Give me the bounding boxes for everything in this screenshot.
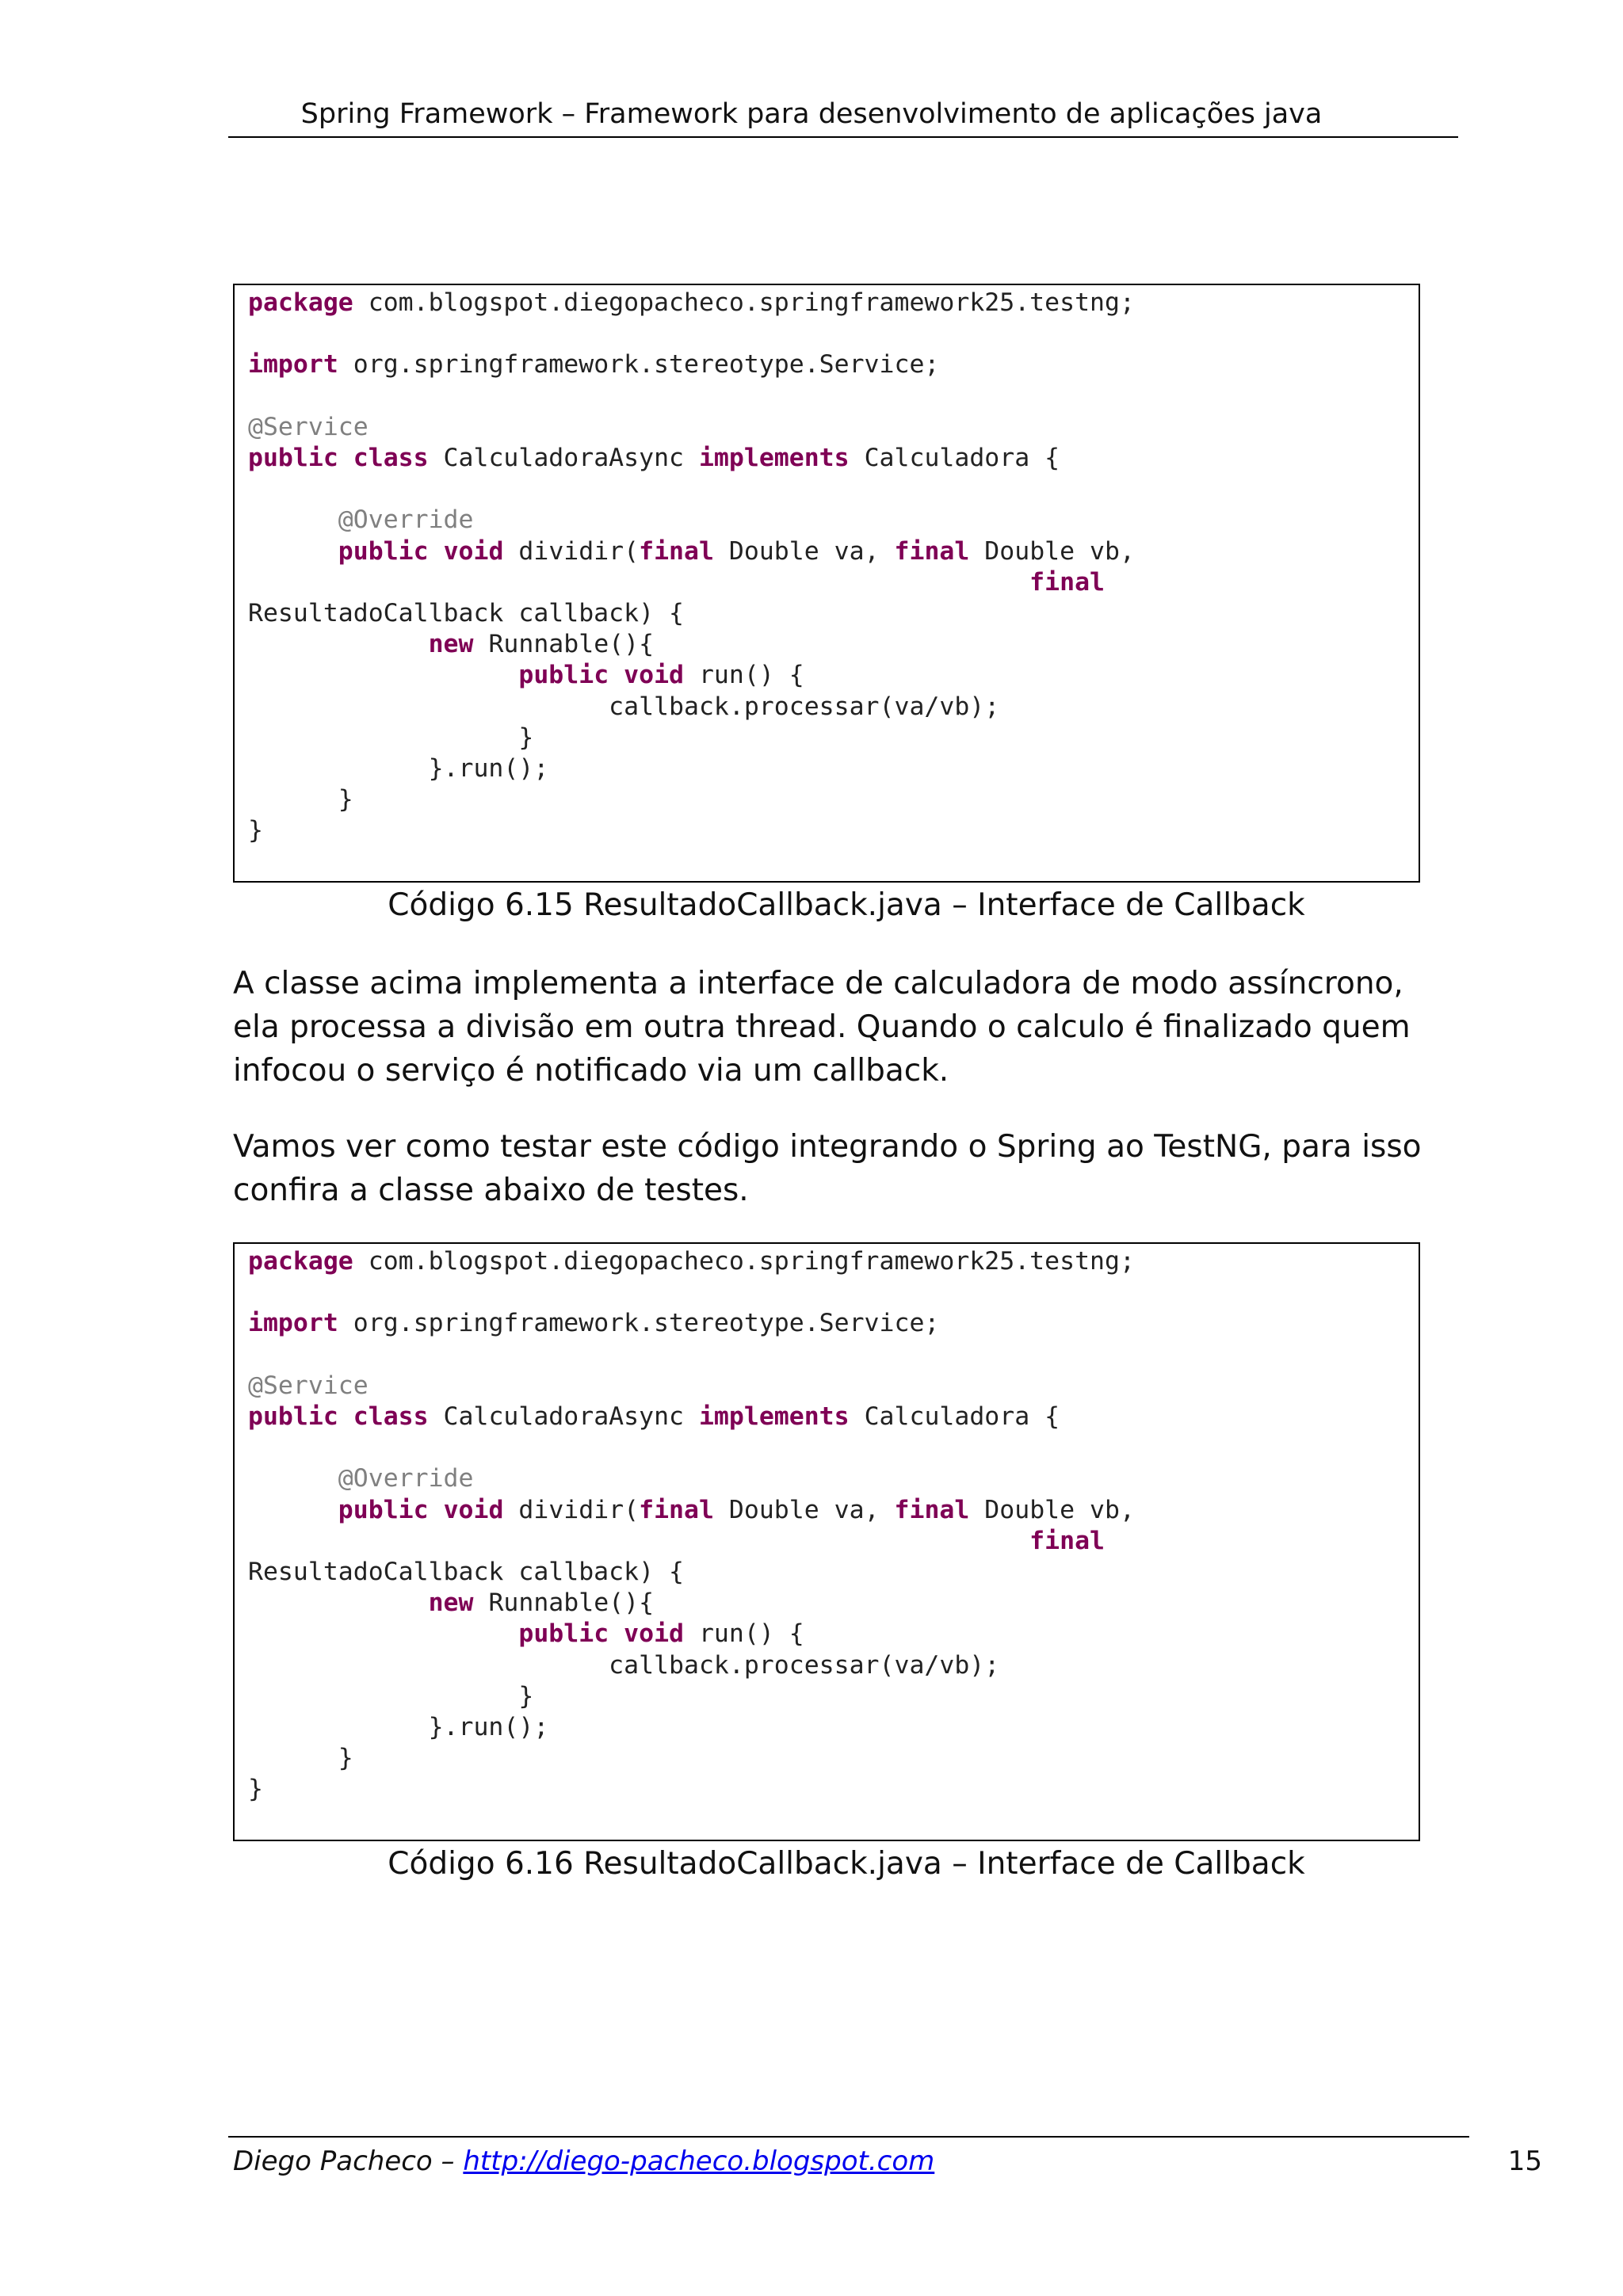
keyword: package [248, 288, 353, 317]
code-text: Double vb, [969, 1495, 1135, 1524]
keyword: class [353, 1402, 429, 1432]
code-text: CalculadoraAsync [428, 444, 699, 473]
code-text: callback.processar(va/vb); [609, 692, 1000, 721]
code-text: org.springframework.stereotype.Service; [338, 350, 940, 379]
code-text: Runnable(){ [473, 1589, 655, 1618]
keyword: final [894, 1495, 970, 1524]
code-text: Runnable(){ [473, 630, 655, 659]
keyword: final [1029, 1526, 1105, 1555]
keyword: package [248, 1247, 353, 1276]
footer-rule [228, 2136, 1469, 2138]
code-text: ResultadoCallback callback) { [248, 1558, 684, 1587]
code-text: CalculadoraAsync [428, 1402, 699, 1432]
footer-author [233, 2144, 934, 2179]
header-title: Spring Framework – Framework para desenvolvimento de aplicações java [300, 98, 1323, 130]
code-text: Double va, [713, 536, 895, 566]
keyword: class [353, 444, 429, 473]
annotation: @Service [248, 412, 369, 441]
keyword: final [639, 536, 714, 566]
body-paragraph-1: A classe acima implementa a interface de calculadora de modo assíncrono, ela processa a divisão em outra thread. Quando o calculo é finalizado quem infocou o serviço é notificado via um callback. [233, 966, 1411, 1089]
keyword: void [443, 536, 504, 566]
annotation: @Service [248, 1371, 369, 1400]
blog-link[interactable]: http://diego-pacheco.blogspot.com [463, 2145, 935, 2177]
code-block-2 [233, 1242, 1420, 1841]
keyword: final [894, 536, 970, 566]
keyword: void [624, 661, 684, 690]
keyword: import [248, 350, 338, 379]
code-text: } [248, 816, 263, 845]
code-text: } [248, 1775, 263, 1804]
code-text: } [518, 723, 534, 752]
keyword: implements [698, 1402, 850, 1432]
body-paragraph-2: Vamos ver como testar este código integrando o Spring ao TestNG, para isso confira a classe abaixo de testes. [233, 1129, 1422, 1208]
keyword: final [639, 1495, 714, 1524]
code-text: Double va, [713, 1495, 895, 1524]
header-rule [228, 136, 1458, 138]
keyword: final [1029, 567, 1105, 597]
code-text: ResultadoCallback callback) { [248, 599, 684, 628]
code-text: run() { [684, 661, 804, 690]
annotation: @Override [338, 1464, 474, 1493]
keyword: new [428, 630, 474, 659]
annotation: @Override [338, 505, 474, 535]
code-listing [248, 1246, 1135, 1806]
keyword: public [518, 1619, 609, 1649]
keyword: public [338, 536, 429, 566]
code-text: }.run(); [428, 1713, 549, 1742]
keyword: public [338, 1495, 429, 1524]
code-text: } [518, 1681, 534, 1711]
code-text: com.blogspot.diegopacheco.springframework25.testng; [353, 288, 1135, 317]
code-text: dividir( [503, 536, 640, 566]
keyword: void [443, 1495, 504, 1524]
keyword: void [624, 1619, 684, 1649]
keyword: import [248, 1309, 338, 1338]
code-text: run() { [684, 1619, 804, 1649]
code-block-1 [233, 284, 1420, 883]
code-text: }.run(); [428, 754, 549, 784]
code-caption-2: Código 6.16 ResultadoCallback.java – Interface de Callback [388, 1846, 1305, 1882]
code-text: dividir( [503, 1495, 640, 1524]
code-text: callback.processar(va/vb); [609, 1650, 1000, 1680]
author-name: Diego Pacheco – [233, 2145, 464, 2177]
keyword: public [248, 444, 338, 473]
code-text: Double vb, [969, 536, 1135, 566]
keyword: public [518, 661, 609, 690]
code-text: } [338, 1744, 353, 1773]
page-number: 15 [1507, 2145, 1542, 2177]
keyword: public [248, 1402, 338, 1432]
code-text: com.blogspot.diegopacheco.springframework25.testng; [353, 1247, 1135, 1276]
code-text: } [338, 785, 353, 814]
code-text: org.springframework.stereotype.Service; [338, 1309, 940, 1338]
code-listing [248, 288, 1135, 847]
code-caption-1: Código 6.15 ResultadoCallback.java – Interface de Callback [388, 887, 1305, 923]
code-text: Calculadora { [849, 1402, 1060, 1432]
code-text: Calculadora { [849, 444, 1060, 473]
keyword: new [428, 1589, 474, 1618]
keyword: implements [698, 444, 850, 473]
